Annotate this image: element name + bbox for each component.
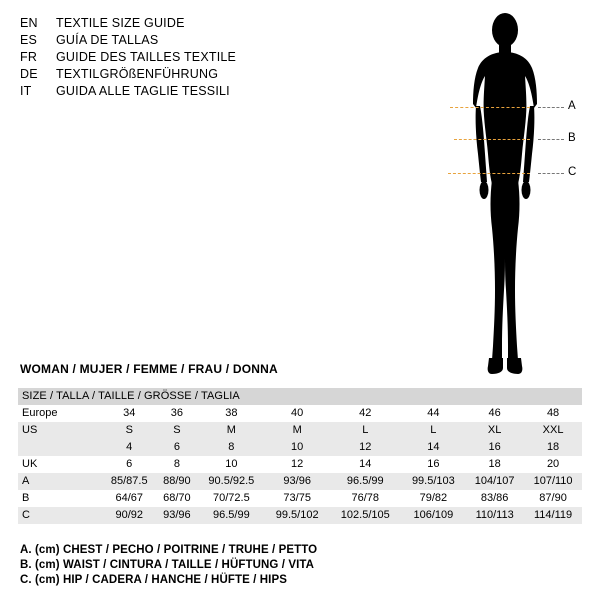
table-cell: 42 [329,405,402,422]
table-cell: 79/82 [402,490,466,507]
table-cell: S [102,422,156,439]
language-row [20,16,350,33]
language-code: IT [20,84,32,98]
table-cell: 90/92 [102,507,156,524]
table-cell: 6 [156,439,197,456]
table-cell: 10 [265,439,329,456]
language-title: GUIDA ALLE TAGLIE TESSILI [56,84,230,98]
language-row [20,50,350,67]
table-row [18,405,582,422]
size-table [18,388,582,524]
table-cell: 16 [402,456,466,473]
row-label: Europe [18,405,102,422]
table-cell: 10 [197,456,265,473]
row-label: C [18,507,102,524]
table-cell: 114/119 [524,507,582,524]
language-title: GUIDE DES TAILLES TEXTILE [56,50,237,64]
table-cell: 40 [265,405,329,422]
legend-row-a: A. (cm) CHEST / PECHO / POITRINE / TRUHE / PETTO [20,544,318,556]
measure-line-c-hip [448,173,530,174]
row-label: UK [18,456,102,473]
table-cell: 85/87.5 [102,473,156,490]
row-label: US [18,422,102,439]
table-cell: 102.5/105 [329,507,402,524]
language-header-block [20,16,350,101]
table-header-label: SIZE / TALLA / TAILLE / GRÖSSE / TAGLIA [18,388,582,405]
table-cell: 88/90 [156,473,197,490]
language-code: ES [20,33,38,47]
table-cell: 76/78 [329,490,402,507]
table-cell: XXL [524,422,582,439]
table-cell: 68/70 [156,490,197,507]
measure-line-b-waist [454,139,530,140]
table-cell: M [197,422,265,439]
legend-row-b: B. (cm) WAIST / CINTURA / TAILLE / HÜFTUNG / VITA [20,559,315,571]
language-code: EN [20,16,38,30]
table-cell: 106/109 [402,507,466,524]
table-cell: 96.5/99 [329,473,402,490]
table-cell: 20 [524,456,582,473]
language-title: TEXTILE SIZE GUIDE [56,16,185,30]
table-header-row [18,388,582,405]
measure-line-a-extension [538,107,564,108]
language-row [20,84,350,101]
table-cell: 44 [402,405,466,422]
language-row [20,67,350,84]
table-cell: 34 [102,405,156,422]
table-cell: 8 [197,439,265,456]
table-row [18,456,582,473]
table-cell: 93/96 [265,473,329,490]
table-row [18,439,582,456]
female-silhouette-icon [440,8,570,378]
table-cell: 46 [465,405,524,422]
measure-label-c: C [568,166,577,178]
table-cell: 48 [524,405,582,422]
section-title: WOMAN / MUJER / FEMME / FRAU / DONNA [20,362,278,376]
table-cell: 104/107 [465,473,524,490]
table-cell: 99.5/103 [402,473,466,490]
table-cell: 16 [465,439,524,456]
table-cell: 90.5/92.5 [197,473,265,490]
table-cell: 18 [465,456,524,473]
table-cell: 14 [402,439,466,456]
measure-line-c-extension [538,173,564,174]
legend-row-c: C. (cm) HIP / CADERA / HANCHE / HÜFTE / HIPS [20,574,288,586]
table-row [18,490,582,507]
table-cell: 12 [265,456,329,473]
table-cell: 64/67 [102,490,156,507]
table-cell: 73/75 [265,490,329,507]
table-cell: L [402,422,466,439]
table-cell: 70/72.5 [197,490,265,507]
table-cell: 12 [329,439,402,456]
table-cell: XL [465,422,524,439]
table-cell: 83/86 [465,490,524,507]
measure-line-a-chest [450,107,530,108]
row-label: A [18,473,102,490]
measurement-legend [20,543,580,588]
language-title: GUÍA DE TALLAS [56,33,159,47]
body-figure [420,8,590,378]
table-row [18,422,582,439]
table-cell: 110/113 [465,507,524,524]
table-cell: M [265,422,329,439]
table-cell: L [329,422,402,439]
language-code: DE [20,67,38,81]
table-cell: 14 [329,456,402,473]
table-cell: 107/110 [524,473,582,490]
table-cell: 87/90 [524,490,582,507]
table-row [18,507,582,524]
table-cell: 18 [524,439,582,456]
table-cell: 36 [156,405,197,422]
table-cell: 38 [197,405,265,422]
language-row [20,33,350,50]
measure-label-a: A [568,100,576,112]
language-code: FR [20,50,38,64]
table-cell: 8 [156,456,197,473]
measure-line-b-extension [538,139,564,140]
row-label: B [18,490,102,507]
table-cell: 4 [102,439,156,456]
table-cell: 6 [102,456,156,473]
table-cell: 99.5/102 [265,507,329,524]
table-row [18,473,582,490]
row-label [18,439,102,456]
language-title: TEXTILGRÖßENFÜHRUNG [56,67,219,81]
table-cell: 93/96 [156,507,197,524]
table-cell: S [156,422,197,439]
table-cell: 96.5/99 [197,507,265,524]
measure-label-b: B [568,132,576,144]
